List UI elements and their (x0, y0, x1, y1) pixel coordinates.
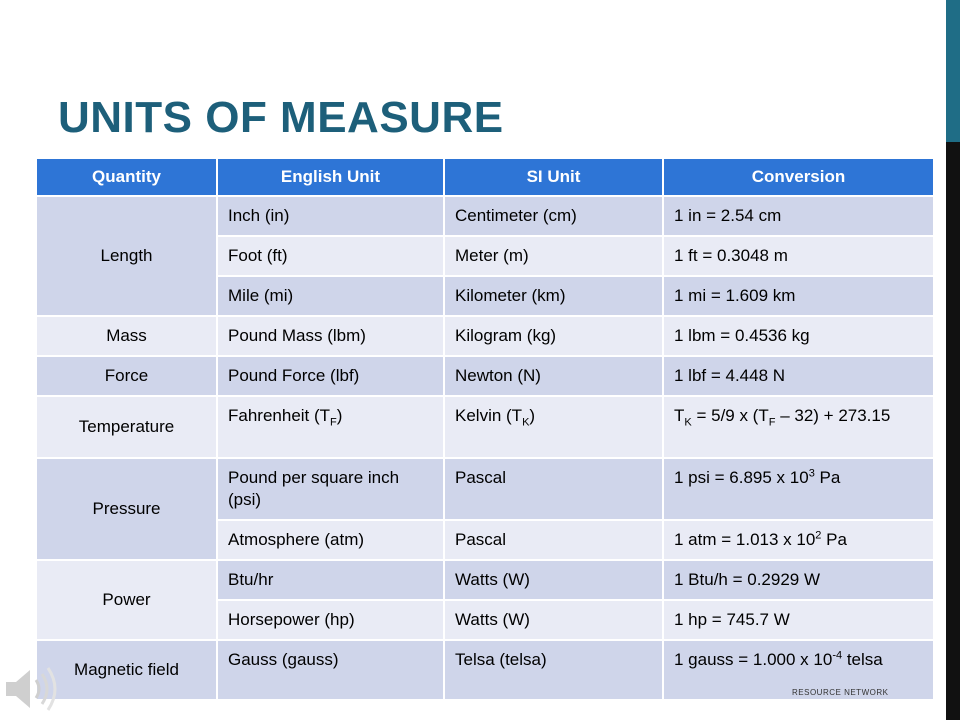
english-unit-cell: Foot (ft) (217, 236, 444, 276)
english-unit-cell: Btu/hr (217, 560, 444, 600)
si-unit-cell: Watts (W) (444, 560, 663, 600)
table-row (36, 316, 934, 356)
conversion-cell: 1 in = 2.54 cm (663, 196, 934, 236)
si-unit-cell: Newton (N) (444, 356, 663, 396)
conversion-cell: 1 atm = 1.013 x $10^2$ Pa (663, 520, 934, 560)
conversion-cell: 1 lbm = 0.4536 kg (663, 316, 934, 356)
quantity-magnetic-field: Magnetic field (36, 640, 217, 700)
table-row (36, 396, 934, 458)
si-unit-cell: Pascal (444, 520, 663, 560)
header-english-unit: English Unit (217, 158, 444, 196)
conversion-cell: 1 mi = 1.609 km (663, 276, 934, 316)
si-unit-cell: Kilogram (kg) (444, 316, 663, 356)
table-row (36, 196, 934, 236)
conversion-cell: 1 hp = 745.7 W (663, 600, 934, 640)
english-unit-cell: Pound Force (lbf) (217, 356, 444, 396)
english-unit-cell: Atmosphere (atm) (217, 520, 444, 560)
units-table (35, 157, 935, 701)
slide-title: UNITS OF MEASURE (58, 93, 504, 142)
table-row (36, 560, 934, 600)
table-row (36, 356, 934, 396)
footer-logo: RESOURCE NETWORK (792, 688, 889, 697)
quantity-length: Length (36, 196, 217, 316)
english-unit-cell: Gauss (gauss) (217, 640, 444, 700)
conversion-cell: 1 gauss = 1.000 x $10^{-4}$ telsa (663, 640, 934, 700)
quantity-mass: Mass (36, 316, 217, 356)
header-quantity: Quantity (36, 158, 217, 196)
english-unit-cell: Mile (mi) (217, 276, 444, 316)
table-header-row (36, 158, 934, 196)
header-si-unit: SI Unit (444, 158, 663, 196)
quantity-power: Power (36, 560, 217, 640)
conversion-cell: 1 ft = 0.3048 m (663, 236, 934, 276)
si-unit-cell: Meter (m) (444, 236, 663, 276)
conversion-cell: 1 Btu/h = 0.2929 W (663, 560, 934, 600)
english-unit-cell: Inch (in) (217, 196, 444, 236)
si-unit-cell: Centimeter (cm) (444, 196, 663, 236)
english-unit-cell: Pound Mass (lbm) (217, 316, 444, 356)
si-unit-cell: Telsa (telsa) (444, 640, 663, 700)
table-row (36, 458, 934, 520)
english-unit-cell: Horsepower (hp) (217, 600, 444, 640)
speaker-icon[interactable] (0, 658, 62, 720)
side-accent-bar-teal (946, 0, 960, 142)
si-unit-cell: Watts (W) (444, 600, 663, 640)
conversion-cell: 1 psi = 6.895 x $10^3$ Pa (663, 458, 934, 520)
conversion-cell: $T_K = 5/9$ x $(T_F - 32) + 273.15$ (663, 396, 934, 458)
si-unit-cell: Pascal (444, 458, 663, 520)
header-conversion: Conversion (663, 158, 934, 196)
quantity-force: Force (36, 356, 217, 396)
conversion-cell: 1 lbf = 4.448 N (663, 356, 934, 396)
quantity-pressure: Pressure (36, 458, 217, 560)
si-unit-cell: Kilometer (km) (444, 276, 663, 316)
english-unit-cell: Fahrenheit $(T_F)$ (217, 396, 444, 458)
english-unit-cell: Pound per square inch (psi) (217, 458, 444, 520)
quantity-temperature: Temperature (36, 396, 217, 458)
si-unit-cell: Kelvin $(T_K)$ (444, 396, 663, 458)
